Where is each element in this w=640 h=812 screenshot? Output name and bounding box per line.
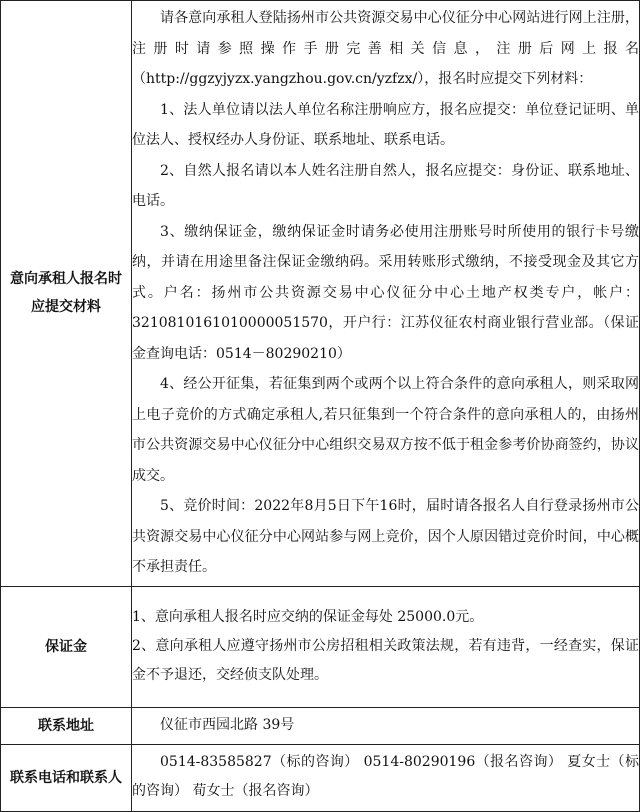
content-application-materials [132,1,640,587]
label-application-materials-line1: 意向承租人报名时 [10,271,122,288]
content-address [132,707,640,744]
label-application-materials [1,1,132,587]
content-deposit [132,586,640,707]
row-address [1,707,640,744]
row-application-materials [1,1,640,587]
materials-item-2: 2、自然人报名请以本人姓名注册自然人，报名应提交：身份证、联系地址、电话。 [132,162,639,209]
contact-line: 0514-83585827（标的咨询） 0514-80290196（报名咨询） 夏女士（标的咨询） 荀女士（报名咨询） [132,754,639,799]
row-contact [1,744,640,811]
materials-item-5: 5、竞价时间：2022年8月5日下午16时，届时请各报名人自行登录扬州市公共资源交易中心仪征分中心网站参与网上竞价，因个人原因错过竞价时间，中心概不承担责任。 [132,498,639,575]
label-deposit: 保证金 [1,586,132,707]
materials-item-3: 3、缴纳保证金，缴纳保证金时请务必使用注册账号时所使用的银行卡号缴纳，并请在用途里备注保证金缴纳码。采用转账形式缴纳，不接受现金及其它方式。户名：扬州市公共资源交易中心仪征分中心土地产权类专户，帐户：3210810161010000051570，开户行：江苏仪征农村商业银行营业部。（保证金查询电话：0514－80290210） [132,223,639,362]
deposit-item-1: 1、意向承租人报名时应交纳的保证金每处 25000.0元。 [132,609,484,625]
row-deposit [1,586,640,707]
address-value: 仪征市西园北路 39号 [160,717,295,734]
materials-item-1: 1、法人单位请以法人单位名称注册响应方，报名应提交：单位登记证明、单位法人、授权经办人身份证、联系地址、联系电话。 [132,101,639,148]
deposit-item-2: 2、意向承租人应遵守扬州市公房招租相关政策法规，若有违背，一经查实，保证金不予退还，交经侦支队处理。 [132,638,639,683]
label-address: 联系地址 [1,707,132,744]
content-contact [132,744,640,811]
materials-item-4: 4、经公开征集，若征集到两个或两个以上符合条件的意向承租人，则采取网上电子竞价的方式确定承租人,若只征集到一个符合条件的意向承租人的，由扬州市公共资源交易中心仪征分中心组织交易双方按不低于租金参考价协商签约，协议成交。 [132,376,639,484]
label-contact: 联系电话和联系人 [1,744,132,811]
materials-intro: 请各意向承租人登陆扬州市公共资源交易中心仪征分中心网站进行网上注册，注册时请参照操作手册完善相关信息，注册后网上报名（http://ggzyjyzx.yangzhou.gov.cn/yzfzx/），报名时应提交下列材料： [132,10,639,87]
label-application-materials-line2: 应提交材料 [31,299,101,316]
